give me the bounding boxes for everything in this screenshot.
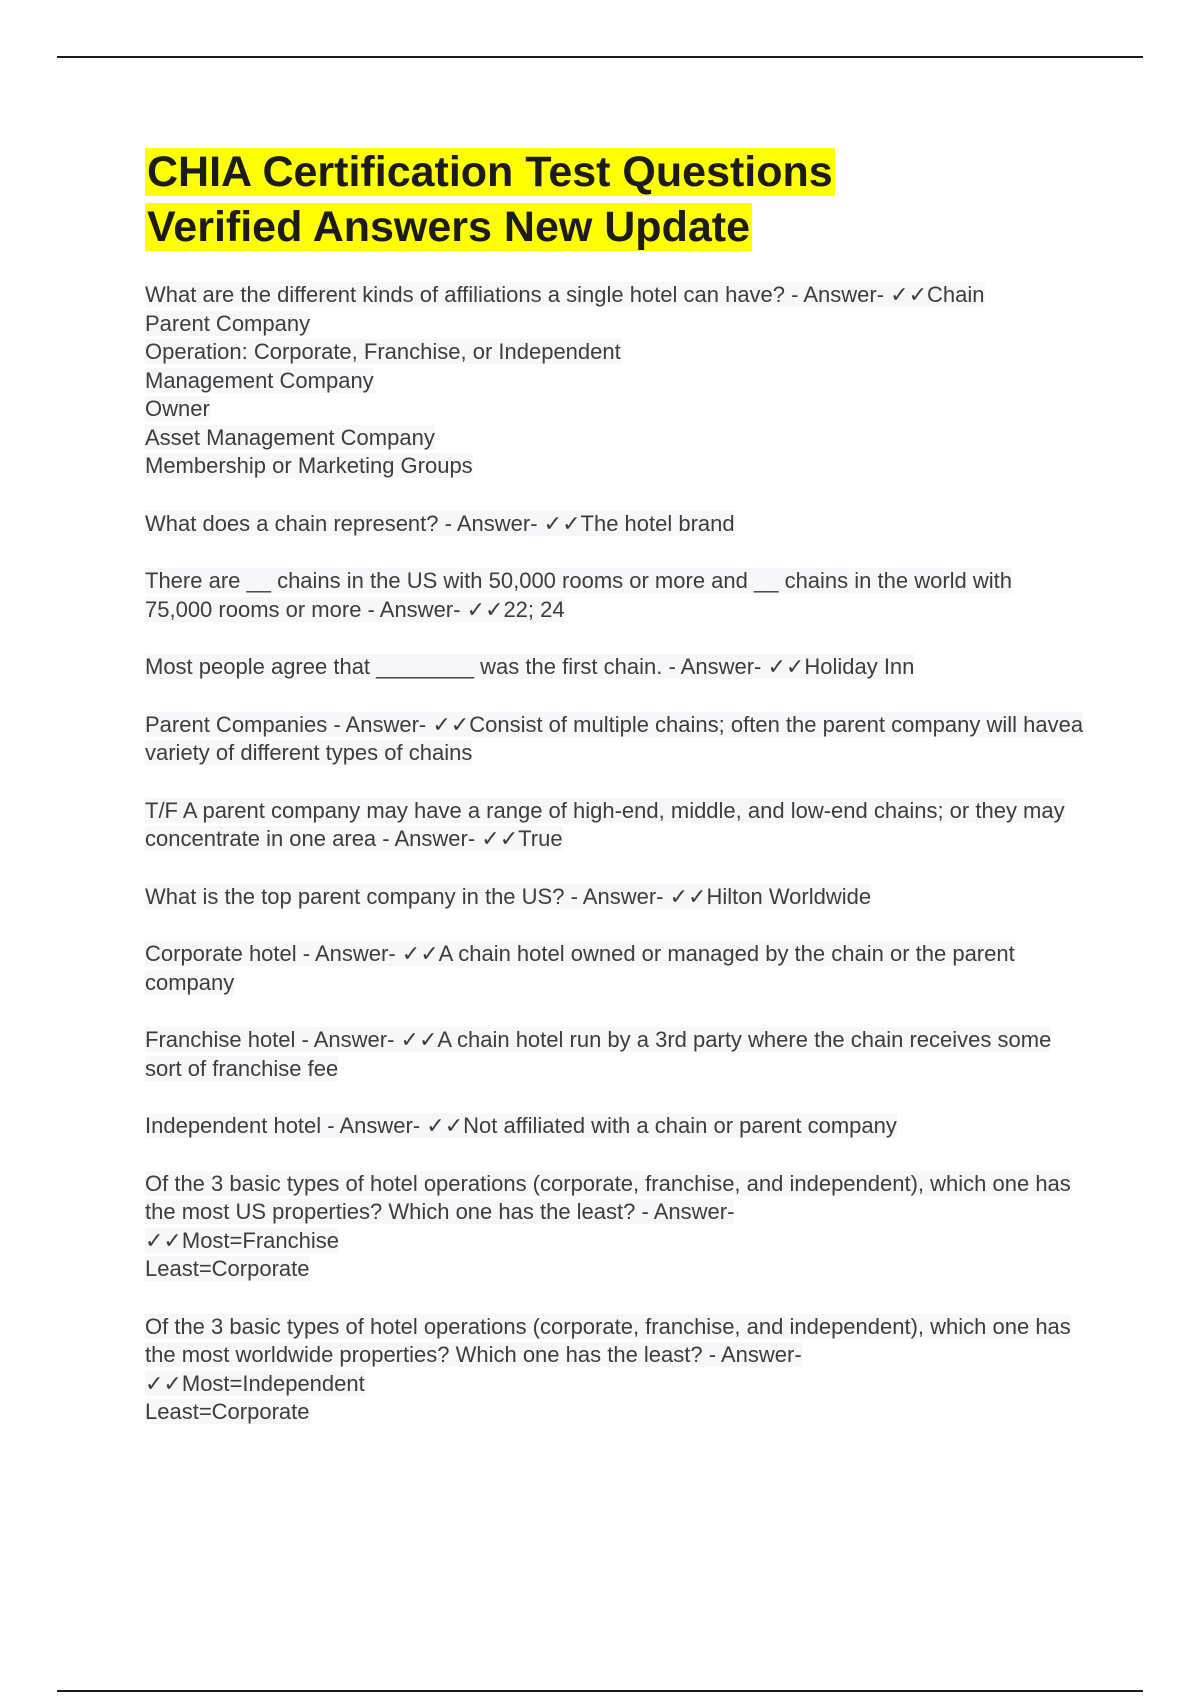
question-text: What does a chain represent? - Answer- xyxy=(145,510,544,536)
answer-text: ✓✓22; 24 xyxy=(466,596,565,622)
question-text: Independent hotel - Answer- xyxy=(145,1113,427,1138)
qa-item xyxy=(145,1170,1085,1284)
answer-text: ✓✓True xyxy=(481,826,563,851)
qa-item xyxy=(145,797,1085,854)
answer-text: ✓✓A chain hotel owned or managed by the chain or the parent company xyxy=(145,941,1015,995)
qa-item xyxy=(145,1313,1085,1427)
answer-text: ✓✓Not affiliated with a chain or parent company xyxy=(426,1113,897,1138)
answer-text: ✓✓Most=Independent Least=Corporate xyxy=(145,1370,365,1424)
question-text: Franchise hotel - Answer- xyxy=(145,1027,401,1052)
question-text: Most people agree that ________ was the first chain. - Answer- xyxy=(145,654,768,679)
qa-item xyxy=(145,567,1085,624)
qa-item xyxy=(145,1112,1085,1141)
answer-text: ✓✓Most=Franchise Least=Corporate xyxy=(145,1227,339,1281)
answer-text: ✓✓Hilton Worldwide xyxy=(669,883,872,909)
question-text: Of the 3 basic types of hotel operations (corporate, franchise, and independent), which one has the most worldwide properties? Which one has the least? - Answer- xyxy=(145,1313,1071,1367)
document-body xyxy=(145,145,1085,1456)
question-text: There are __ chains in the US with 50,000 rooms or more and __ chains in the world with 75,000 rooms or more - Answer- xyxy=(145,568,1013,622)
answer-text: ✓✓The hotel brand xyxy=(543,510,735,536)
title-line-1: CHIA Certification Test Questions xyxy=(147,148,833,196)
answer-text: ✓✓Holiday Inn xyxy=(767,654,915,679)
qa-item xyxy=(145,883,1085,912)
question-text: What is the top parent company in the US? - Answer- xyxy=(145,883,670,909)
question-text: Parent Companies - Answer- xyxy=(145,711,433,737)
question-text: What are the different kinds of affiliations a single hotel can have? - Answer- xyxy=(145,282,891,307)
qa-item xyxy=(145,711,1085,768)
answer-text: ✓✓Chain Parent Company Operation: Corporate, Franchise, or Independent Management Company Owner Asset Management Company Membership or Marketing Groups xyxy=(145,282,985,478)
question-text: Of the 3 basic types of hotel operations (corporate, franchise, and independent), which one has the most US properties? Which one has the least? - Answer- xyxy=(145,1170,1071,1224)
answer-text: ✓✓A chain hotel run by a 3rd party where the chain receives some sort of franchise fee xyxy=(145,1027,1052,1081)
top-rule xyxy=(57,56,1143,58)
bottom-rule xyxy=(57,1690,1143,1692)
qa-item xyxy=(145,940,1085,997)
qa-item xyxy=(145,510,1085,539)
document-title xyxy=(145,145,1085,255)
qa-item xyxy=(145,653,1085,682)
answer-text: ✓✓Consist of multiple chains; often the parent company will havea variety of different types of chains xyxy=(145,711,1084,765)
qa-item xyxy=(145,281,1085,481)
qa-item xyxy=(145,1026,1085,1083)
question-text: T/F A parent company may have a range of high-end, middle, and low-end chains; or they may concentrate in one area - Answer- xyxy=(145,797,1065,851)
title-line-2: Verified Answers New Update xyxy=(147,203,750,251)
question-text: Corporate hotel - Answer- xyxy=(145,941,402,966)
